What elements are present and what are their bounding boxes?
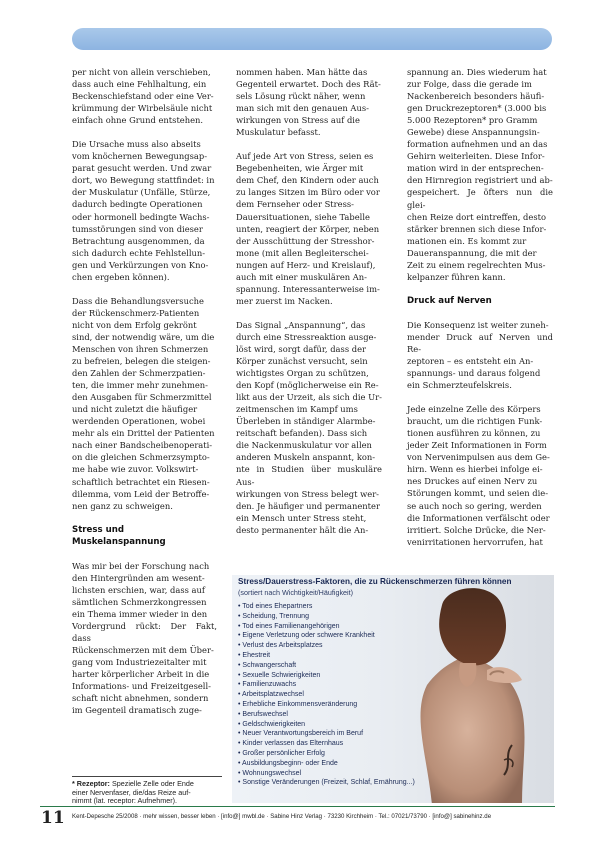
stress-factors-box: [232, 575, 554, 803]
list-item: • Familienzuwachs: [238, 680, 415, 690]
paragraph: Die Konsequenz ist weiter zuneh- mender Druck auf Nerven und Re- zeptoren – es entsteht ein An- spannungs- und daraus folgend ein Schmerzteufelskreis.: [407, 319, 553, 391]
list-item: • Geldschwierigkeiten: [238, 720, 415, 730]
paragraph: nommen haben. Man hätte das Gegenteil erwartet. Doch des Rät- sels Lösung rückt näher, wenn man sich mit den genauen Aus- wirkungen von Stress auf die Muskulatur befasst.: [236, 67, 381, 138]
paragraph: per nicht von allein verschieben, dass auch eine Fehlhaltung, ein Beckenschiefstand oder eine Ver- krümmung der Wirbelsäule nicht einfach ohne Grund entstehen.: [72, 67, 214, 126]
list-item: • Tod eines Ehepartners: [238, 602, 415, 612]
list-item: • Ehestreit: [238, 651, 415, 661]
list-item: • Großer persönlicher Erfolg: [238, 749, 415, 759]
paragraph: Die Ursache muss also abseits vom knöchernen Bewegungsap- parat gesucht werden. Und zwar dort, wo Bewegung stattfindet: in der Muskulatur (Unfälle, Stürze, dadurch bedingte Operationen oder hormonell bedingte Wachs- tumsstörungen sind von dieser Betrachtung ausgenommen, da sich dadurch echte Fehlstellun- gen und Verkürzungen von Kno- chen ergeben können).: [72, 139, 215, 282]
list-item: • Tod eines Familienangehörigen: [238, 622, 415, 632]
list-item: • Sonstige Veränderungen (Freizeit, Schlaf, Ernährung...): [238, 778, 415, 788]
section-heading: Druck auf Nerven: [407, 295, 492, 306]
list-item: • Arbeitsplatzwechsel: [238, 690, 415, 700]
footnote-text: Spezielle Zelle oder Ende einer Nervenfaser, die/das Reize auf- nimmt (lat. receptor: Aufnehmer).: [72, 779, 194, 806]
column-1: [72, 66, 217, 728]
list-item: • Schwangerschaft: [238, 661, 415, 671]
footer-rule: [40, 806, 555, 807]
footer-publication-info: Kent-Depesche 25/2008 · mehr wissen, besser leben · [info@] mwbl.de · Sabine Hinz Verlag · 73230 Kirchheim · Tel.: 07021/73790 · [info@] sabinehinz.de: [72, 813, 492, 820]
list-item: • Scheidung, Trennung: [238, 612, 415, 622]
list-item: • Neuer Verantwortungsbereich im Beruf: [238, 729, 415, 739]
section-heading: Stress und Muskelanspannung: [72, 524, 166, 547]
footnote-term: * Rezeptor:: [72, 779, 110, 788]
column-2: [236, 66, 382, 548]
paragraph: Das Signal „Anspannung“, das durch eine Stressreaktion ausge- löst wird, sorgt dafür, dass der Körper zunächst versucht, sein wichtigstes Organ zu schützen, den Kopf (möglicherweise ein Re- likt aus der Urzeit, als sich die Ur- zeitmenschen im Kampf ums Überleben in ständiger Alarmbe- reitschaft befanden). Dass sich die Nackenmuskulatur vor allen anderen Muskeln anspannt, kon- nte in Studien über muskuläre Aus- wirkungen von Stress belegt wer- den. Je häufiger und permanenter ein Mensch unter Stress steht, desto permanenter hält die An-: [236, 319, 382, 535]
list-item: • Kinder verlassen das Elternhaus: [238, 739, 415, 749]
paragraph: Jede einzelne Zelle des Körpers braucht, um die richtigen Funk- tionen ausführen zu können, zu jeder Zeit Informationen in Form von Nervenimpulsen aus dem Ge- hirn. Wenn es hierbei infolge ei- nes Druckes auf einen Nerv zu Störungen kommt, und seien die- se auch noch so gering, werden die Informationen verfälscht oder irritiert. Solche Drücke, die Ner- venirritationen hervorrufen, hat: [407, 404, 550, 547]
paragraph: spannung an. Dies wiederum hat zur Folge, dass die gerade im Nackenbereich besonders häufi- gen Druckrezeptoren* (3.000 bis 5.000 Rezeptoren* pro Gramm Gewebe) diese Anspannungsin- formation aufnehmen und an das Gehirn weiterleiten. Diese Infor- mation wird in der entsprechen- den Hirnregion registriert und ab- gespeichert. Je öfters nun die glei- chen Reize dort eintreffen, desto stärker brennen sich diese Infor- mationen ein. Es kommt zur Daueranspannung, die mit der Zeit zu einem regelrechten Mus- kelpanzer führen kann.: [407, 67, 553, 282]
list-item: • Ausbildungsbeginn- oder Ende: [238, 759, 415, 769]
header-bar: [72, 28, 552, 50]
stress-factors-list: [238, 602, 415, 788]
box-title: Stress/Dauerstress-Faktoren, die zu Rückenschmerzen führen können: [238, 577, 512, 586]
box-subtitle: (sortiert nach Wichtigkeit/Häufigkeit): [238, 588, 354, 597]
list-item: • Erhebliche Einkommensveränderung: [238, 700, 415, 710]
list-item: • Wohnungswechsel: [238, 769, 415, 779]
paragraph: Was mir bei der Forschung nach den Hintergründen am wesent- lichsten erschien, war, dass auf sämtlichen Schmerzkongressen ein Thema immer wieder in den Vordergrund rückt: Der Fakt, dass Rückenschmerzen mit dem Über- gang vom Industriezeitalter mit harter körperlicher Arbeit in die Informations- und Freizeitgesell- schaft nicht abnehmen, sondern im Gegenteil dramatisch zuge-: [72, 560, 217, 716]
list-item: • Eigene Verletzung oder schwere Krankheit: [238, 631, 415, 641]
footnote: [72, 776, 222, 806]
paragraph: Auf jede Art von Stress, seien es Begebenheiten, wie Ärger mit dem Chef, den Kindern oder auch zu langes Sitzen im Büro oder vor dem Fernseher oder Stress- Dauersituationen, siehe Tabelle unten, reagiert der Körper, neben der Ausschüttung der Stresshor- mone (mit allen Begleiterschei- nungen auf Herz- und Kreislauf), auch mit einer muskulären An- spannung. Interessanterweise im- mer zuerst im Nacken.: [236, 151, 380, 306]
list-item: • Berufswechsel: [238, 710, 415, 720]
list-item: • Verlust des Arbeitsplatzes: [238, 641, 415, 651]
page-number: 11: [41, 808, 65, 828]
paragraph: Dass die Behandlungsversuche der Rückenschmerz-Patienten nicht von dem Erfolg gekrönt sind, der notwendig wäre, um die Menschen von ihren Schmerzen zu befreien, belegen die steigen- den Zahlen der Schmerzpatien- ten, die immer mehr zunehmen- den Ausgaben für Schmerzmittel und nicht zuletzt die häufiger werdenden Operationen, wobei mehr als ein Drittel der Patienten nach einer Bandscheibenoperati- on die gleichen Schmerzsympto- me habe wie zuvor. Volkswirt- schaftlich betrachtet ein Riesen- dilemma, vom Leid der Betroffe- nen ganz zu schweigen.: [72, 295, 215, 511]
column-3: [407, 66, 553, 560]
list-item: • Sexuelle Schwierigkeiten: [238, 671, 415, 681]
